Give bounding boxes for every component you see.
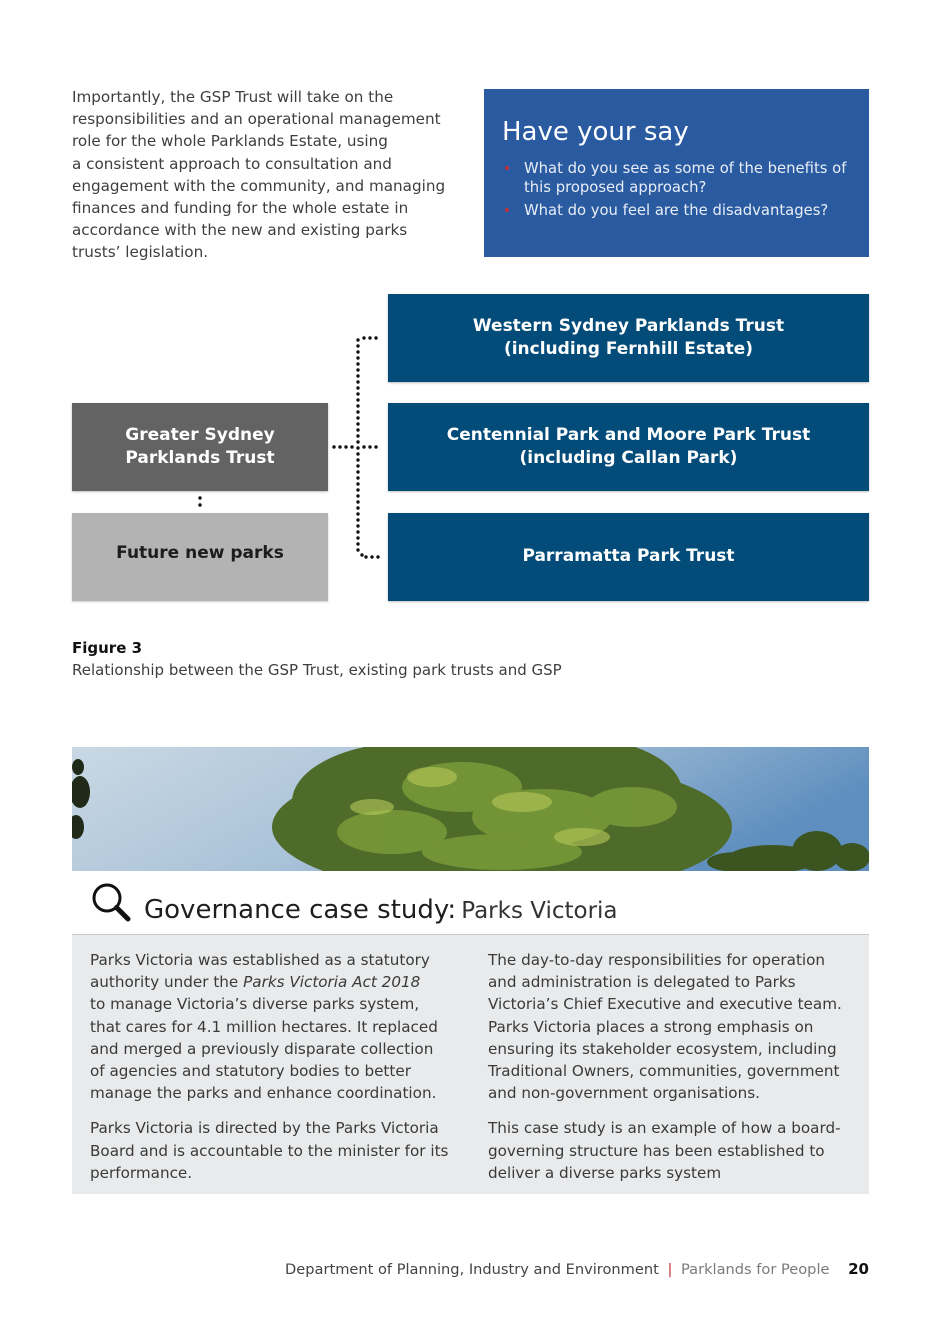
gsp-trust-line: Greater Sydney bbox=[125, 424, 275, 445]
trust-box-parramatta-park bbox=[388, 513, 869, 601]
trust-name: Parramatta Park Trust bbox=[522, 546, 735, 567]
tree-canopy-photo bbox=[72, 747, 869, 871]
future-parks-label: Future new parks bbox=[116, 543, 284, 564]
case-study-line: performance. bbox=[90, 1163, 193, 1182]
case-study-line: The day-to-day responsibilities for operation bbox=[488, 951, 826, 969]
case-study-line: governing structure has been established to bbox=[488, 1141, 825, 1160]
gsp-trust-box bbox=[72, 403, 328, 491]
case-study-line: and administration is delegated to Parks bbox=[488, 973, 796, 992]
case-study-line: that cares for 4.1 million hectares. It replaced bbox=[90, 1017, 438, 1036]
bottom-branch-connector bbox=[360, 553, 379, 558]
vertical-connector bbox=[356, 338, 359, 551]
case-study-line: to manage Victoria’s diverse parks system, bbox=[90, 995, 420, 1014]
case-study-line: Parks Victoria was established as a statutory bbox=[90, 951, 430, 969]
magnifier-icon bbox=[90, 881, 134, 929]
case-study-paragraph bbox=[90, 949, 470, 1104]
intro-line: finances and funding for the whole estate in bbox=[72, 199, 409, 218]
trust-box-western-sydney bbox=[388, 294, 869, 382]
case-study-left-column bbox=[90, 949, 470, 1197]
case-study-heading bbox=[72, 871, 869, 935]
intro-line: engagement with the community, and managing bbox=[72, 176, 446, 195]
case-study-paragraph bbox=[90, 1117, 470, 1184]
intro-line: accordance with the new and existing parks bbox=[72, 221, 408, 240]
figure-caption: Relationship between the GSP Trust, existing park trusts and GSP bbox=[72, 661, 562, 679]
case-study-title-main: Governance case study: bbox=[144, 895, 457, 925]
question-item: What do you see as some of the benefits of this proposed approach? bbox=[502, 159, 851, 197]
future-parks-box bbox=[72, 513, 328, 601]
footer-separator: | bbox=[667, 1261, 673, 1278]
middle-branch-connector bbox=[332, 445, 377, 448]
case-study-right-column bbox=[488, 949, 858, 1197]
case-study-body bbox=[72, 935, 869, 1194]
case-study-line: Board and is accountable to the minister for its bbox=[90, 1141, 449, 1160]
intro-line: role for the whole Parklands Estate, using bbox=[72, 132, 388, 151]
figure-label: Figure 3 bbox=[72, 639, 143, 657]
case-study-line: Traditional Owners, communities, government bbox=[488, 1062, 840, 1081]
case-study-line: Victoria’s Chief Executive and executive team. bbox=[488, 995, 842, 1014]
case-study-line: Parks Victoria is directed by the Parks Victoria bbox=[90, 1119, 439, 1138]
case-study-line: deliver a diverse parks system bbox=[488, 1163, 722, 1182]
case-study-title bbox=[144, 895, 618, 925]
trust-name: Centennial Park and Moore Park Trust bbox=[446, 424, 811, 445]
case-study-paragraph bbox=[488, 1117, 858, 1184]
top-branch-connector bbox=[362, 336, 377, 339]
intro-line: trusts’ legislation. bbox=[72, 243, 209, 262]
case-study-line: This case study is an example of how a board- bbox=[488, 1119, 841, 1138]
case-study-paragraph bbox=[488, 949, 858, 1104]
case-study-line: ensuring its stakeholder ecosystem, including bbox=[488, 1039, 837, 1058]
question-item: What do you feel are the disadvantages? bbox=[502, 201, 851, 220]
trust-box-centennial-park bbox=[388, 403, 869, 491]
gsp-trust-line: Parklands Trust bbox=[125, 448, 275, 468]
page-number: 20 bbox=[848, 1260, 869, 1278]
trust-note: (including Fernhill Estate) bbox=[503, 339, 754, 359]
trust-note: (including Callan Park) bbox=[519, 448, 738, 468]
case-study-line: of agencies and statutory bodies to better bbox=[90, 1062, 411, 1081]
case-study-line: manage the parks and enhance coordination. bbox=[90, 1084, 437, 1103]
case-study-line: Parks Victoria places a strong emphasis on bbox=[488, 1017, 814, 1036]
footer-department: Department of Planning, Industry and Environment bbox=[285, 1261, 659, 1278]
trust-name: Western Sydney Parklands Trust bbox=[472, 315, 785, 336]
intro-line: Importantly, the GSP Trust will take on the bbox=[72, 88, 394, 106]
case-study-line: authority under the Parks Victoria Act 2018 bbox=[90, 973, 421, 992]
page-footer bbox=[285, 1259, 869, 1280]
intro-line: responsibilities and an operational management bbox=[72, 110, 441, 129]
have-your-say-title: Have your say bbox=[502, 117, 689, 147]
footer-publication: Parklands for People bbox=[681, 1261, 830, 1278]
gsp-future-connector bbox=[198, 496, 201, 506]
case-study-line: and merged a previously disparate collection bbox=[90, 1039, 434, 1058]
case-study-subtitle: Parks Victoria bbox=[461, 898, 618, 924]
case-study-line: and non-government organisations. bbox=[488, 1084, 760, 1103]
intro-line: a consistent approach to consultation and bbox=[72, 154, 392, 173]
